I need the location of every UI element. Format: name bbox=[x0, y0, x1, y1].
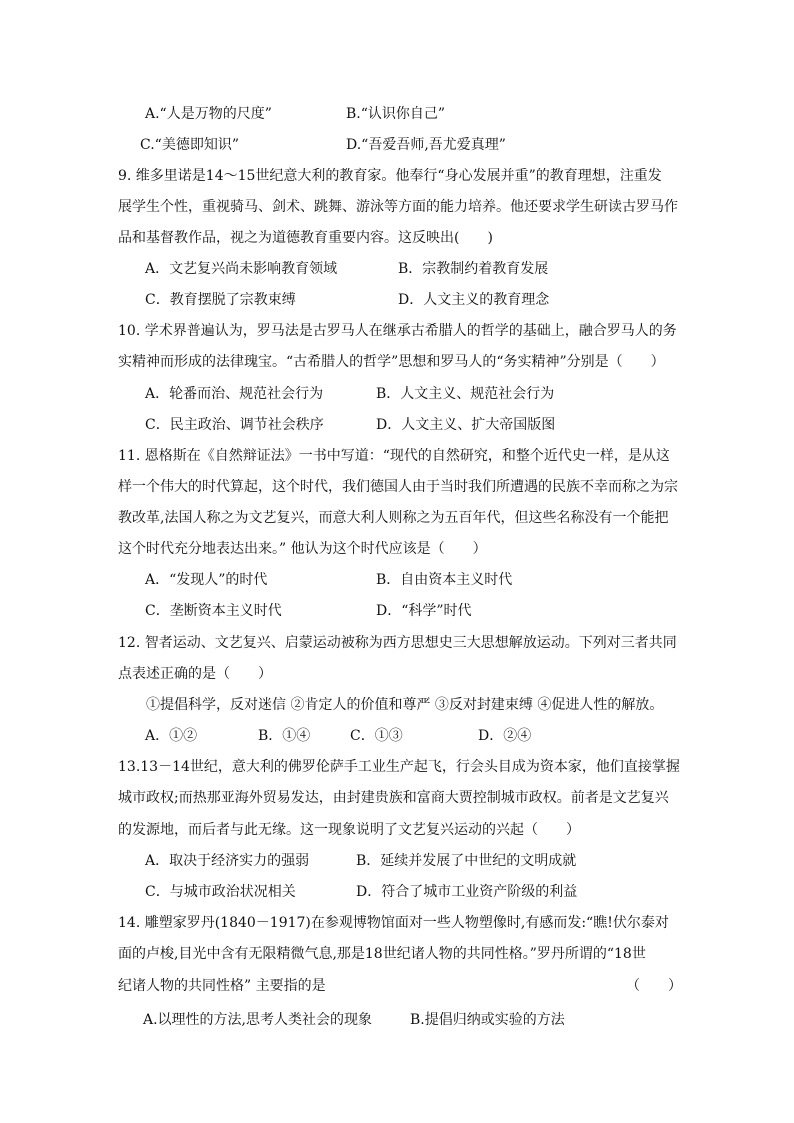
q12-option-c: C．①③ bbox=[350, 728, 403, 744]
q10-option-c: C．民主政治、调节社会秩序 bbox=[145, 417, 324, 433]
q10-option-d: D．人文主义、扩大帝国版图 bbox=[376, 417, 556, 433]
q9-option-c: C．教育摆脱了宗教束缚 bbox=[145, 292, 296, 308]
q12-statement-items: ①提倡科学，反对迷信 ②肯定人的价值和尊严 ③反对封建束缚 ④促进人性的解放。 bbox=[146, 697, 664, 713]
q9-option-a: A．文艺复兴尚未影响教育领域 bbox=[145, 261, 338, 277]
q13-stem-line-2: 城市政权;而热那亚海外贸易发达，由封建贵族和富商大贾控制城市政权。前者是文艺复兴 bbox=[118, 790, 669, 806]
q9-stem-line-1: 9. 维多里诺是14～15世纪意大利的教育家。他奉行“身心发展并重”的教育理想，注重发 bbox=[118, 168, 662, 184]
q11-option-b: B．自由资本主义时代 bbox=[376, 572, 513, 588]
q14-stem-line-2: 面的卢梭,目光中含有无限精微气息,那是18世纪诸人物的共同性格。”罗丹所谓的“18世 bbox=[118, 946, 646, 962]
q10-option-a: A．轮番而治、规范社会行为 bbox=[145, 386, 324, 402]
q14-stem-line-1: 14. 雕塑家罗丹(1840－1917)在参观博物馆面对一些人物塑像时,有感而发:“瞧!伏尔泰对 bbox=[118, 915, 669, 931]
q14-option-a: A.以理性的方法,思考人类社会的现象 bbox=[143, 1012, 373, 1028]
q11-stem-line-4: 这个时代充分地表达出来。” 他认为这个时代应该是（ ） bbox=[118, 541, 487, 557]
q9-stem-line-3: 品和基督教作品，视之为道德教育重要内容。这反映出( ) bbox=[118, 230, 493, 246]
q11-stem-line-3: 教改革,法国人称之为文艺复兴，而意大利人则称之为五百年代，但这些名称没有一个能把 bbox=[118, 510, 669, 526]
q11-stem-line-1: 11. 恩格斯在《自然辩证法》一书中写道：“现代的自然研究，和整个近代史一样，是从这 bbox=[118, 448, 670, 464]
q11-option-c: C．垄断资本主义时代 bbox=[145, 603, 282, 619]
q13-option-a: A．取决于经济实力的强弱 bbox=[145, 853, 310, 869]
q9-stem-line-2: 展学生个性，重视骑马、剑术、跳舞、游泳等方面的能力培养。他还要求学生研读古罗马作 bbox=[118, 199, 678, 215]
q8-option-c: C.“美德即知识” bbox=[140, 137, 239, 153]
q12-stem-line-1: 12. 智者运动、文艺复兴、启蒙运动被称为西方思想史三大思想解放运动。下列对三者共同 bbox=[118, 635, 677, 651]
q8-option-d: D.“吾爱吾师,吾尤爱真理” bbox=[346, 137, 506, 153]
q14-option-b: B.提倡归纳或实验的方法 bbox=[410, 1012, 565, 1028]
q11-option-d: D．“科学”时代 bbox=[376, 603, 472, 619]
q9-option-b: B．宗教制约着教育发展 bbox=[398, 261, 549, 277]
q12-option-a: A．①② bbox=[145, 728, 198, 744]
q11-stem-line-2: 样一个伟大的时代算起，这个时代，我们德国人由于当时我们所遭遇的民族不幸而称之为宗 bbox=[118, 479, 678, 495]
q10-stem-line-2: 实精神而形成的法律瑰宝。“古希腊人的哲学”思想和罗马人的“务实精神”分别是（ ） bbox=[118, 354, 665, 370]
q12-stem-line-2: 点表述正确的是（ ） bbox=[118, 666, 272, 682]
q8-option-b: B.“认识你自己” bbox=[346, 106, 446, 122]
q9-option-d: D．人文主义的教育理念 bbox=[398, 292, 550, 308]
q12-option-b: B．①④ bbox=[258, 728, 311, 744]
q13-option-d: D．符合了城市工业资产阶级的利益 bbox=[356, 884, 578, 900]
q13-option-c: C．与城市政治状况相关 bbox=[145, 884, 296, 900]
q14-stem-line-3: 纪诸人物的共同性格” 主要指的是 bbox=[118, 978, 326, 994]
q13-option-b: B．延续并发展了中世纪的文明成就 bbox=[356, 853, 577, 869]
q8-option-a: A.“人是万物的尺度” bbox=[145, 106, 272, 122]
q14-answer-bracket: （ ） bbox=[626, 978, 682, 994]
q10-option-b: B．人文主义、规范社会行为 bbox=[376, 386, 555, 402]
q11-option-a: A．“发现人”的时代 bbox=[145, 572, 268, 588]
q12-option-d: D．②④ bbox=[478, 728, 532, 744]
q10-stem-line-1: 10. 学术界普遍认为，罗马法是古罗马人在继承古希腊人的哲学的基础上，融合罗马人的务 bbox=[118, 323, 677, 339]
q13-stem-line-3: 的发源地，而后者与此无缘。这一现象说明了文艺复兴运动的兴起（ ） bbox=[118, 822, 580, 838]
q13-stem-line-1: 13.13－14世纪，意大利的佛罗伦萨手工业生产起飞，行会头目成为资本家，他们直接掌握 bbox=[118, 759, 680, 775]
